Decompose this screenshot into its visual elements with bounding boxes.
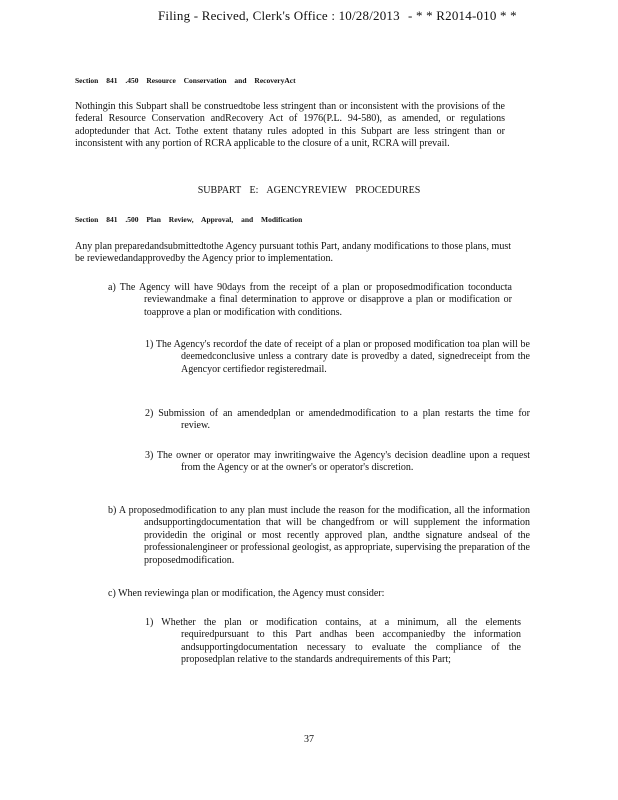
section-heading-841-500: Section 841 .500 Plan Review, Approval, and Modification (75, 215, 303, 224)
docket-number: - * * R2014-010 * * (408, 8, 517, 23)
filing-stamp: Filing - Recived, Clerk's Office : 10/28/2013 (158, 8, 400, 23)
subsection-c: c) When reviewinga plan or modification, the Agency must consider: (108, 588, 385, 599)
subpart-title: SUBPART E: AGENCYREVIEW PROCEDURES (197, 185, 421, 196)
subsection-b: b) A proposedmodification to any plan must include the reason for the modification, all the information andsupportingdocumentation that will be changedfrom or will supplement the information providedin the original or most recently approved plan, andthe signature andseal of the professionalengineer or professional geologist, as appropriate, supervising the preparation of the proposedmodification. (108, 505, 530, 566)
subsection-c-1: 1) Whether the plan or modification contains, at a minimum, all the elements requiredpursuant to this Part andhas been accompaniedby the information andsupportingdocumentation necessary to evaluate the compliance of the proposedplan relative to the standards andrequirements of this Part; (145, 617, 521, 666)
section-841-450-body: Nothingin this Subpart shall be construedtobe less stringent than or inconsistent with the provisions of the federal Resource Conservation andRecovery Act of 1976(P.L. 94-580), as amended, or regulations adoptedunder that Act. Tothe extent thatany rules adopted in this Subpart are less stringent than or inconsistent with any portion of RCRA applicable to the closure of a unit, RCRA will prevail. (75, 101, 505, 150)
page-number: 37 (304, 734, 314, 745)
section-841-500-intro: Any plan preparedandsubmittedtothe Agency pursuant tothis Part, andany modifications to those plans, must be reviewedandapprovedby the Agency prior to implementation. (75, 241, 511, 265)
subsection-a-1: 1) The Agency's recordof the date of receipt of a plan or proposed modification toa plan will be deemedconclusive unless a contrary date is provedby a dated, signedreceipt from the Agencyor certifiedor registeredmail. (145, 339, 530, 375)
subsection-a-2: 2) Submission of an amendedplan or amendedmodification to a plan restarts the time for review. (145, 408, 530, 432)
subsection-a-3: 3) The owner or operator may inwritingwaive the Agency's decision deadline upon a request from the Agency or at the owner's or operator's discretion. (145, 450, 530, 474)
subsection-a: a) The Agency will have 90days from the receipt of a plan or proposedmodification toconducta reviewandmake a final determination to approve or disapprove a plan or modification or toapprove a plan or modification with conditions. (108, 282, 512, 318)
section-heading-841-450: Section 841 .450 Resource Conservation and RecoveryAct (75, 76, 296, 85)
